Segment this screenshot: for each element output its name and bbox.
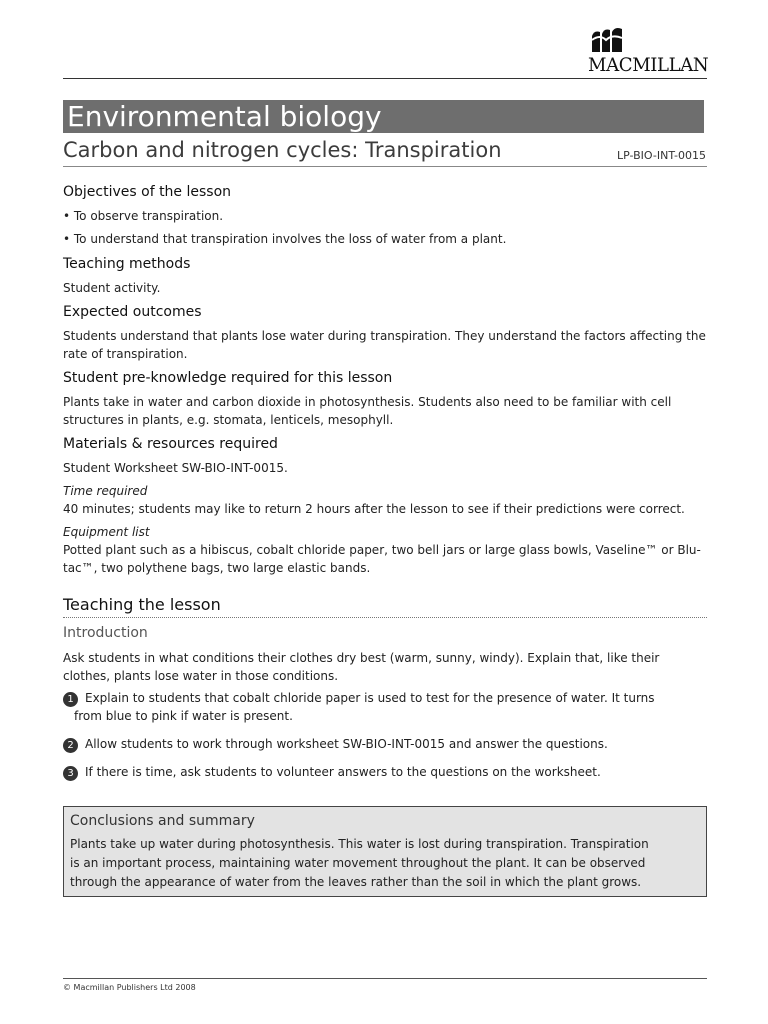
subtitle-rule <box>63 166 707 167</box>
lesson-code: LP-BIO-INT-0015 <box>617 149 706 162</box>
step-item <box>63 735 707 753</box>
step-text-continued: from blue to pink if water is present. <box>74 709 293 723</box>
step-number-badge: 3 <box>63 766 78 781</box>
macmillan-logo <box>588 26 708 78</box>
top-rule <box>63 78 707 79</box>
methods-heading: Teaching methods <box>63 256 191 272</box>
lesson-content <box>63 182 707 781</box>
logo-wordmark: MACMILLAN <box>588 54 709 76</box>
preknowledge-heading: Student pre-knowledge required for this lesson <box>63 370 393 386</box>
teaching-heading: Teaching the lesson <box>63 593 707 618</box>
objective-item: • To understand that transpiration involves the loss of water from a plant. <box>63 232 507 246</box>
step-text: Explain to students that cobalt chloride paper is used to test for the presence of water. It turns <box>85 691 655 705</box>
time-required-text: 40 minutes; students may like to return 2 hours after the lesson to see if their predictions were correct. <box>63 502 685 516</box>
preknowledge-text: Plants take in water and carbon dioxide in photosynthesis. Students also need to be familiar with cell structures in plants, e.g. stomata, lenticels, mesophyll. <box>63 395 672 427</box>
objective-item: • To observe transpiration. <box>63 209 224 223</box>
footer-rule <box>63 978 707 979</box>
conclusions-line: through the appearance of water from the leaves rather than the soil in which the plant grows. <box>70 875 642 889</box>
step-text: If there is time, ask students to volunteer answers to the questions on the worksheet. <box>85 765 601 779</box>
equipment-list-label: Equipment list <box>63 525 150 539</box>
introduction-text: Ask students in what conditions their clothes dry best (warm, sunny, windy). Explain that, like their clothes, plants lose water in those conditions. <box>63 651 660 683</box>
methods-text: Student activity. <box>63 281 161 295</box>
conclusions-line: Plants take up water during photosynthesis. This water is lost during transpiration. Transpiration <box>70 837 649 851</box>
step-item <box>63 689 707 725</box>
materials-heading: Materials & resources required <box>63 436 278 452</box>
page-title: Environmental biology <box>63 100 704 133</box>
step-item <box>63 763 707 781</box>
conclusions-line: is an important process, maintaining water movement throughout the plant. It can be observed <box>70 856 646 870</box>
conclusions-heading: Conclusions and summary <box>70 813 255 829</box>
materials-text: Student Worksheet SW-BIO-INT-0015. <box>63 461 288 475</box>
outcomes-text: Students understand that plants lose water during transpiration. They understand the factors affecting the rate of transpiration. <box>63 329 706 361</box>
time-required-label: Time required <box>63 484 148 498</box>
footer-copyright: © Macmillan Publishers Ltd 2008 <box>63 983 196 992</box>
conclusions-box <box>63 806 707 897</box>
page-subtitle: Carbon and nitrogen cycles: Transpiration <box>63 138 502 162</box>
objectives-heading: Objectives of the lesson <box>63 184 232 200</box>
step-number-badge: 2 <box>63 738 78 753</box>
step-number-badge: 1 <box>63 692 78 707</box>
outcomes-heading: Expected outcomes <box>63 304 202 320</box>
step-text: Allow students to work through worksheet SW-BIO-INT-0015 and answer the questions. <box>85 737 608 751</box>
equipment-list-text: Potted plant such as a hibiscus, cobalt chloride paper, two bell jars or large glass bowls, Vaseline™ or Blu-tac™, two polythene bags, two large elastic bands. <box>63 543 701 575</box>
macmillan-logo-icon <box>590 26 626 54</box>
introduction-heading: Introduction <box>63 625 148 641</box>
